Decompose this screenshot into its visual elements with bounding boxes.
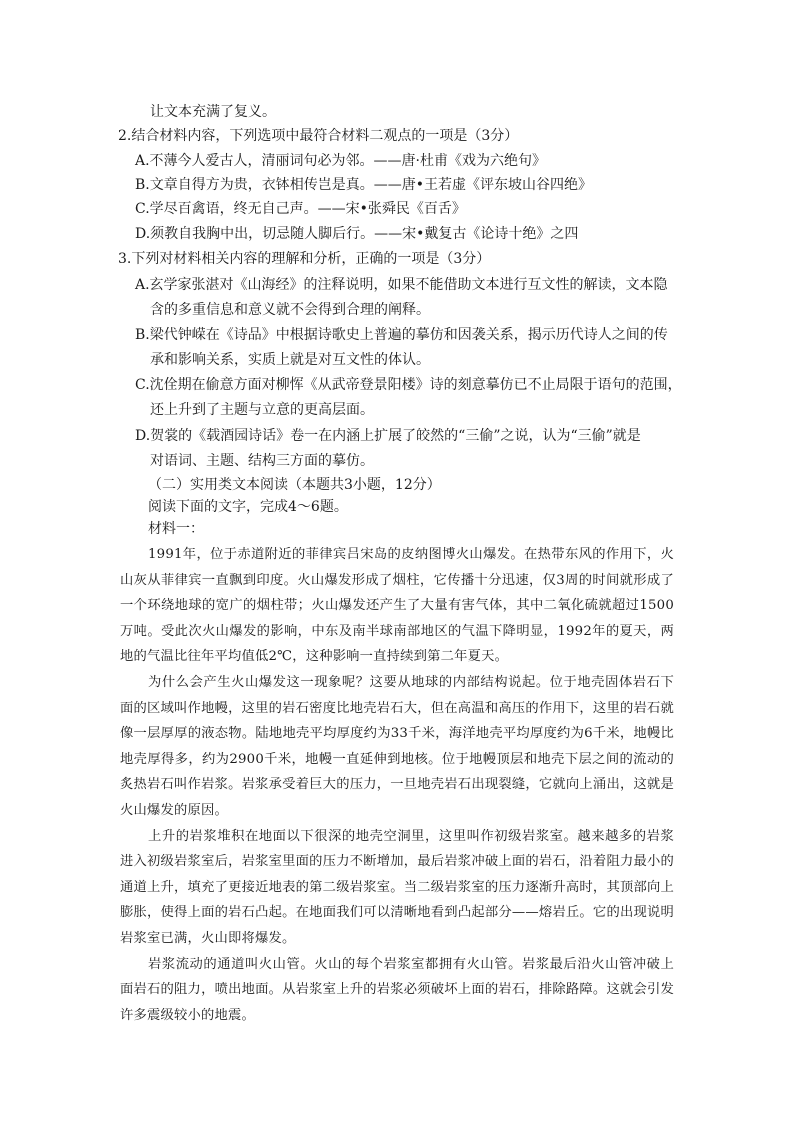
question-3-option-a: A.玄学家张湛对《山海经》的注释说明，如果不能借助文本进行互文性的解读，文本隐	[135, 277, 668, 293]
question-3-option-b-cont: 承和影响关系，实质上就是对互文性的体认。	[150, 352, 430, 368]
question-3-option-c: C.沈佺期在偷意方面对柳恽《从武帝登景阳楼》诗的刻意摹仿已不止局限于语句的范围，	[135, 377, 682, 393]
question-3-option-c-cont: 还上升到了主题与立意的更高层面。	[150, 402, 374, 418]
continuation-line: 让文本充满了复义。	[150, 104, 276, 120]
question-2-option-c: C.学尽百禽语，终无自己声。——宋•张舜民《百舌》	[135, 201, 466, 217]
paragraph: 岩浆流动的通道叫火山管。火山的每个岩浆室都拥有火山管。岩浆最后沿火山管冲破上面岩石的阻力，喷出地面。从岩浆室上升的岩浆必须破坏上面的岩石，排除路障。这就会引发许多震级较小的地震。	[120, 956, 674, 1023]
question-2-stem: 2.结合材料内容，下列选项中最符合材料二观点的一项是（3分）	[118, 128, 519, 144]
question-3-option-a-cont: 含的多重信息和意义就不会得到合理的阐释。	[150, 302, 430, 318]
paragraph: 上升的岩浆堆积在地面以下很深的地壳空洞里，这里叫作初级岩浆室。越来越多的岩浆进入初级岩浆室后，岩浆室里面的压力不断增加，最后岩浆冲破上面的岩石，沿着阻力最小的通道上升，填充了更接近地表的第二级岩浆室。当二级岩浆室的压力逐渐升高时，其顶部向上膨胀，使得上面的岩石凸起。在地面我们可以清晰地看到凸起部分——熔岩丘。它的出现说明岩浆室已满，火山即将爆发。	[120, 828, 674, 946]
material-label: 材料一：	[148, 521, 204, 537]
question-3-option-b: B.梁代钟嵘在《诗品》中根据诗歌史上普遍的摹仿和因袭关系，揭示历代诗人之间的传	[135, 327, 668, 343]
paragraph: 为什么会产生火山爆发这一现象呢？这要从地球的内部结构说起。位于地壳固体岩石下面的区域叫作地幔，这里的岩石密度比地壳岩石大，但在高温和高压的作用下，这里的岩石就像一层厚厚的液态物。陆地地壳平均厚度约为33千米，海洋地壳平均厚度约为6千米，地幔比地壳厚得多，约为2900千米，地幔一直延伸到地核。位于地幔顶层和地壳下层之间的流动的炙热岩石叫作岩浆。岩浆承受着巨大的压力，一旦地壳岩石出现裂缝，它就向上涌出，这就是火山爆发的原因。	[120, 674, 674, 818]
question-2-option-a: A.不薄今人爱古人，清丽词句必为邻。——唐·杜甫《戏为六绝句》	[135, 153, 547, 169]
section-heading: （二）实用类文本阅读（本题共3小题，12分）	[148, 477, 441, 493]
question-3-option-d: D.贺裳的《载酒园诗话》卷一在内涵上扩展了皎然的“三偷”之说，认为“三偷”就是	[135, 428, 641, 444]
section-instruction: 阅读下面的文字，完成4～6题。	[148, 499, 348, 515]
paragraph: 1991年，位于赤道附近的菲律宾吕宋岛的皮纳图博火山爆发。在热带东风的作用下，火山灰从菲律宾一直飘到印度。火山爆发形成了烟柱，它传播十分迅速，仅3周的时间就形成了一个环绕地球的宽广的烟柱带；火山爆发还产生了大量有害气体，其中二氧化硫就超过1500万吨。受此次火山爆发的影响，中东及南半球南部地区的气温下降明显，1992年的夏天，两地的气温比往年平均值低2℃，这种影响一直持续到第二年夏天。	[120, 547, 674, 665]
material-one-body	[120, 542, 674, 1028]
question-3-stem: 3.下列对材料相关内容的理解和分析，正确的一项是（3分）	[118, 251, 491, 267]
question-2-option-b: B.文章自得方为贵，衣钵相传岂是真。——唐•王若虚《评东坡山谷四绝》	[135, 177, 592, 193]
question-3-option-d-cont: 对语词、主题、结构三方面的摹仿。	[150, 453, 374, 469]
question-2-option-d: D.须教自我胸中出，切忌随人脚后行。——宋•戴复古《论诗十绝》之四	[135, 226, 579, 242]
